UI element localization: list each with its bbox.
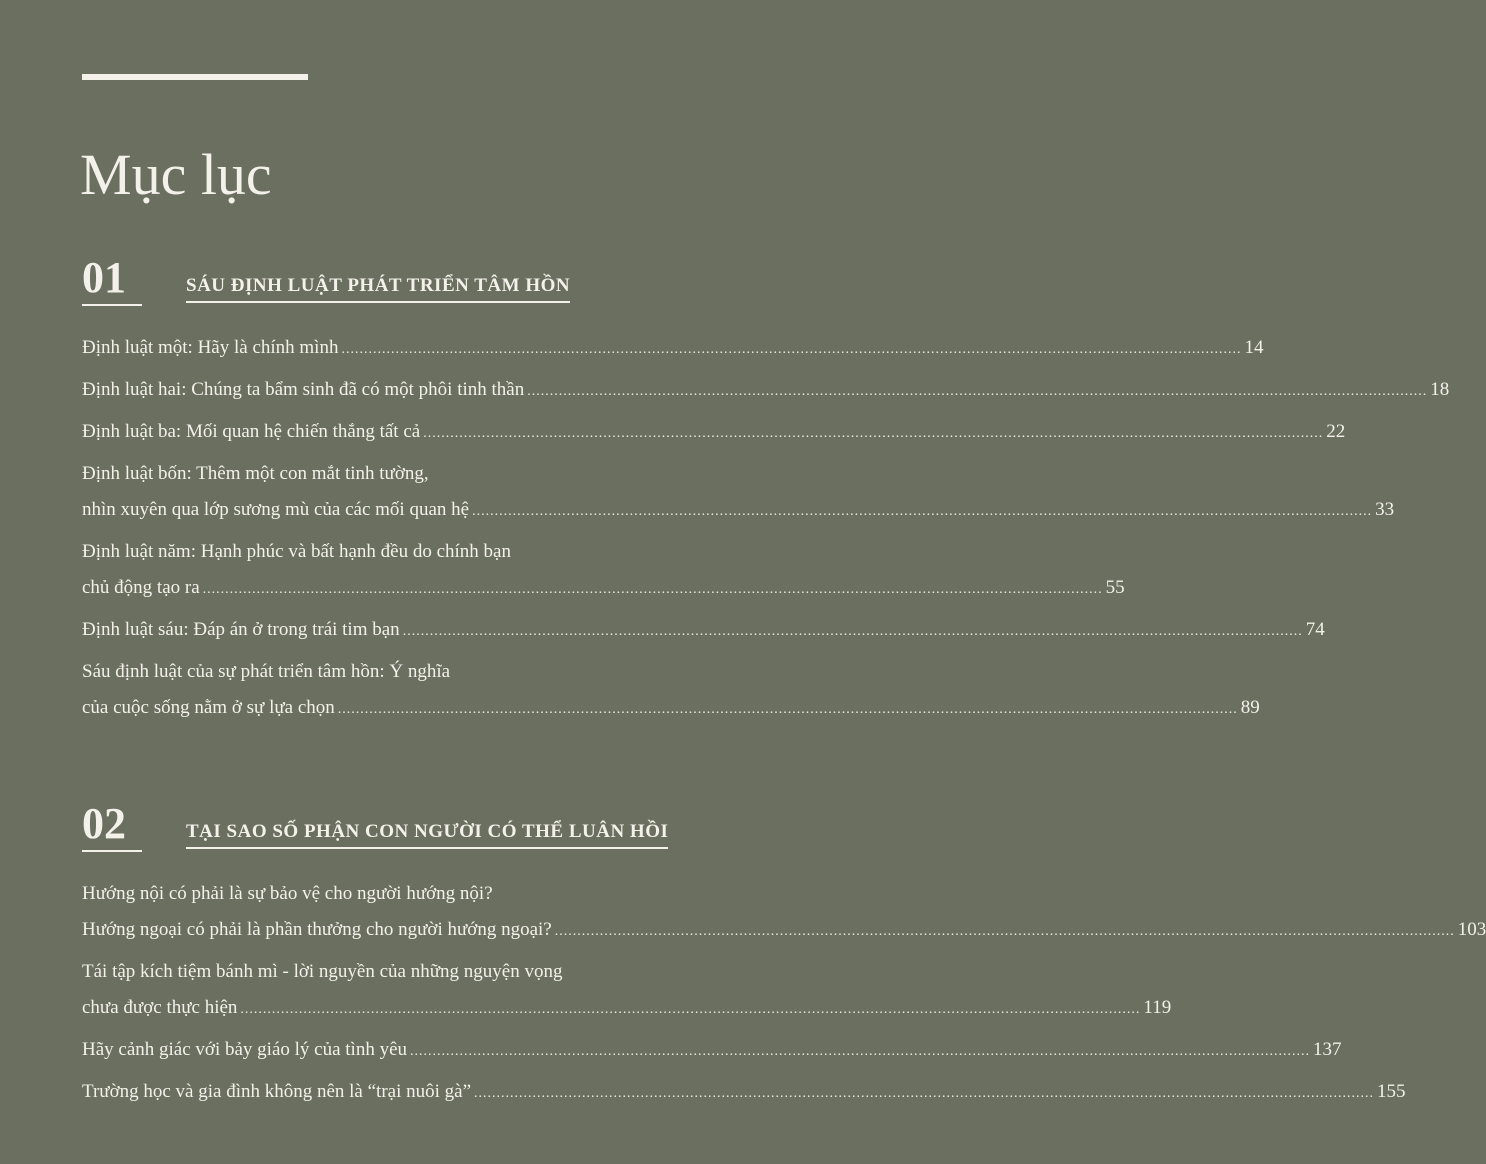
entry-row	[82, 570, 1125, 608]
dot-leader: ........................................................................................................................................................................................................	[554, 924, 1455, 939]
dot-leader: ........................................................................................................................................................................................................	[527, 384, 1428, 399]
entry-title-line: Định luật sáu: Đáp án ở trong trái tim bạn	[82, 619, 400, 640]
entry-title-line: Định luật bốn: Thêm một con mắt tinh tường,	[82, 463, 429, 484]
dot-leader: ........................................................................................................................................................................................................	[240, 1002, 1141, 1017]
entry-row	[82, 1074, 1406, 1112]
dot-leader: ........................................................................................................................................................................................................	[202, 582, 1103, 597]
entry-row	[82, 414, 1346, 452]
toc-entry[interactable]	[82, 654, 1260, 728]
toc-entry[interactable]	[82, 372, 1450, 410]
entry-title-line: Trường học và gia đình không nên là “trại nuôi gà”	[82, 1081, 472, 1102]
entry-row	[82, 330, 1264, 368]
page-number: 74	[1305, 619, 1325, 640]
entry-gap	[82, 728, 732, 732]
entry-row	[82, 372, 1450, 410]
entry-row	[82, 492, 1395, 530]
toc-section-01	[82, 253, 1450, 732]
toc-entry[interactable]	[82, 534, 1125, 608]
page-number: 14	[1244, 337, 1264, 358]
entry-title-line: Hướng nội có phải là sự bảo vệ cho người hướng nội?	[82, 883, 493, 904]
section-number: 02	[82, 800, 142, 852]
entry-row	[82, 1032, 1342, 1070]
section-title: TẠI SAO SỐ PHẬN CON NGƯỜI CÓ THỂ LUÂN HỒI	[186, 820, 668, 849]
entry-title-line: Định luật ba: Mối quan hệ chiến thắng tất cả	[82, 421, 421, 442]
entry-title-line: chủ động tạo ra	[82, 577, 200, 598]
toc-entry[interactable]	[82, 1074, 1406, 1112]
toc-section-02	[82, 799, 1486, 1116]
entry-title-line: chưa được thực hiện	[82, 997, 238, 1018]
toc-entry[interactable]	[82, 414, 1346, 452]
dot-leader: ........................................................................................................................................................................................................	[474, 1086, 1375, 1101]
entry-title-line: Hướng ngoại có phải là phần thưởng cho người hướng ngoại?	[82, 919, 552, 940]
entry-title-line: Định luật một: Hãy là chính mình	[82, 337, 339, 358]
page-title: Mục lục	[80, 141, 272, 207]
toc-entries	[82, 876, 1486, 1116]
page-number: 119	[1143, 997, 1172, 1018]
page-number: 137	[1313, 1039, 1342, 1060]
entry-title-line: Định luật hai: Chúng ta bẩm sinh đã có một phôi tinh thần	[82, 379, 525, 400]
page-number: 103	[1457, 919, 1486, 940]
entry-title-line: Định luật năm: Hạnh phúc và bất hạnh đều do chính bạn	[82, 541, 511, 562]
page-number: 155	[1377, 1081, 1406, 1102]
entry-row	[82, 690, 1260, 728]
section-header	[82, 254, 732, 314]
toc-entry[interactable]	[82, 876, 1486, 950]
entry-title-line: Hãy cảnh giác với bảy giáo lý của tình yêu	[82, 1039, 408, 1060]
dot-leader: ........................................................................................................................................................................................................	[472, 504, 1373, 519]
page-number: 89	[1240, 697, 1260, 718]
page-number: 55	[1105, 577, 1125, 598]
toc-entries	[82, 330, 1450, 732]
page-number: 33	[1375, 499, 1395, 520]
top-rule	[82, 74, 308, 80]
dot-leader: ........................................................................................................................................................................................................	[423, 426, 1324, 441]
dot-leader: ........................................................................................................................................................................................................	[410, 1044, 1311, 1059]
entry-row	[82, 612, 1325, 650]
entry-title-line: của cuộc sống nằm ở sự lựa chọn	[82, 697, 335, 718]
toc-entry[interactable]	[82, 330, 1264, 368]
section-number: 01	[82, 254, 142, 306]
entry-row	[82, 912, 1486, 950]
toc-entry[interactable]	[82, 954, 1172, 1028]
entry-gap	[82, 1112, 732, 1116]
toc-entry[interactable]	[82, 1032, 1342, 1070]
section-title: SÁU ĐỊNH LUẬT PHÁT TRIỂN TÂM HỒN	[186, 274, 570, 303]
toc-entry[interactable]	[82, 612, 1325, 650]
entry-title-line: Sáu định luật của sự phát triển tâm hồn: Ý nghĩa	[82, 661, 451, 682]
entry-row	[82, 990, 1172, 1028]
toc-entry[interactable]	[82, 456, 1395, 530]
page-number: 22	[1326, 421, 1346, 442]
entry-title-line: Tái tập kích tiệm bánh mì - lời nguyền của những nguyện vọng	[82, 961, 563, 982]
section-header	[82, 800, 732, 860]
entry-title-line: nhìn xuyên qua lớp sương mù của các mối quan hệ	[82, 499, 470, 520]
dot-leader: ........................................................................................................................................................................................................	[337, 702, 1238, 717]
page-number: 18	[1430, 379, 1450, 400]
dot-leader: ........................................................................................................................................................................................................	[341, 342, 1242, 357]
dot-leader: ........................................................................................................................................................................................................	[402, 624, 1303, 639]
